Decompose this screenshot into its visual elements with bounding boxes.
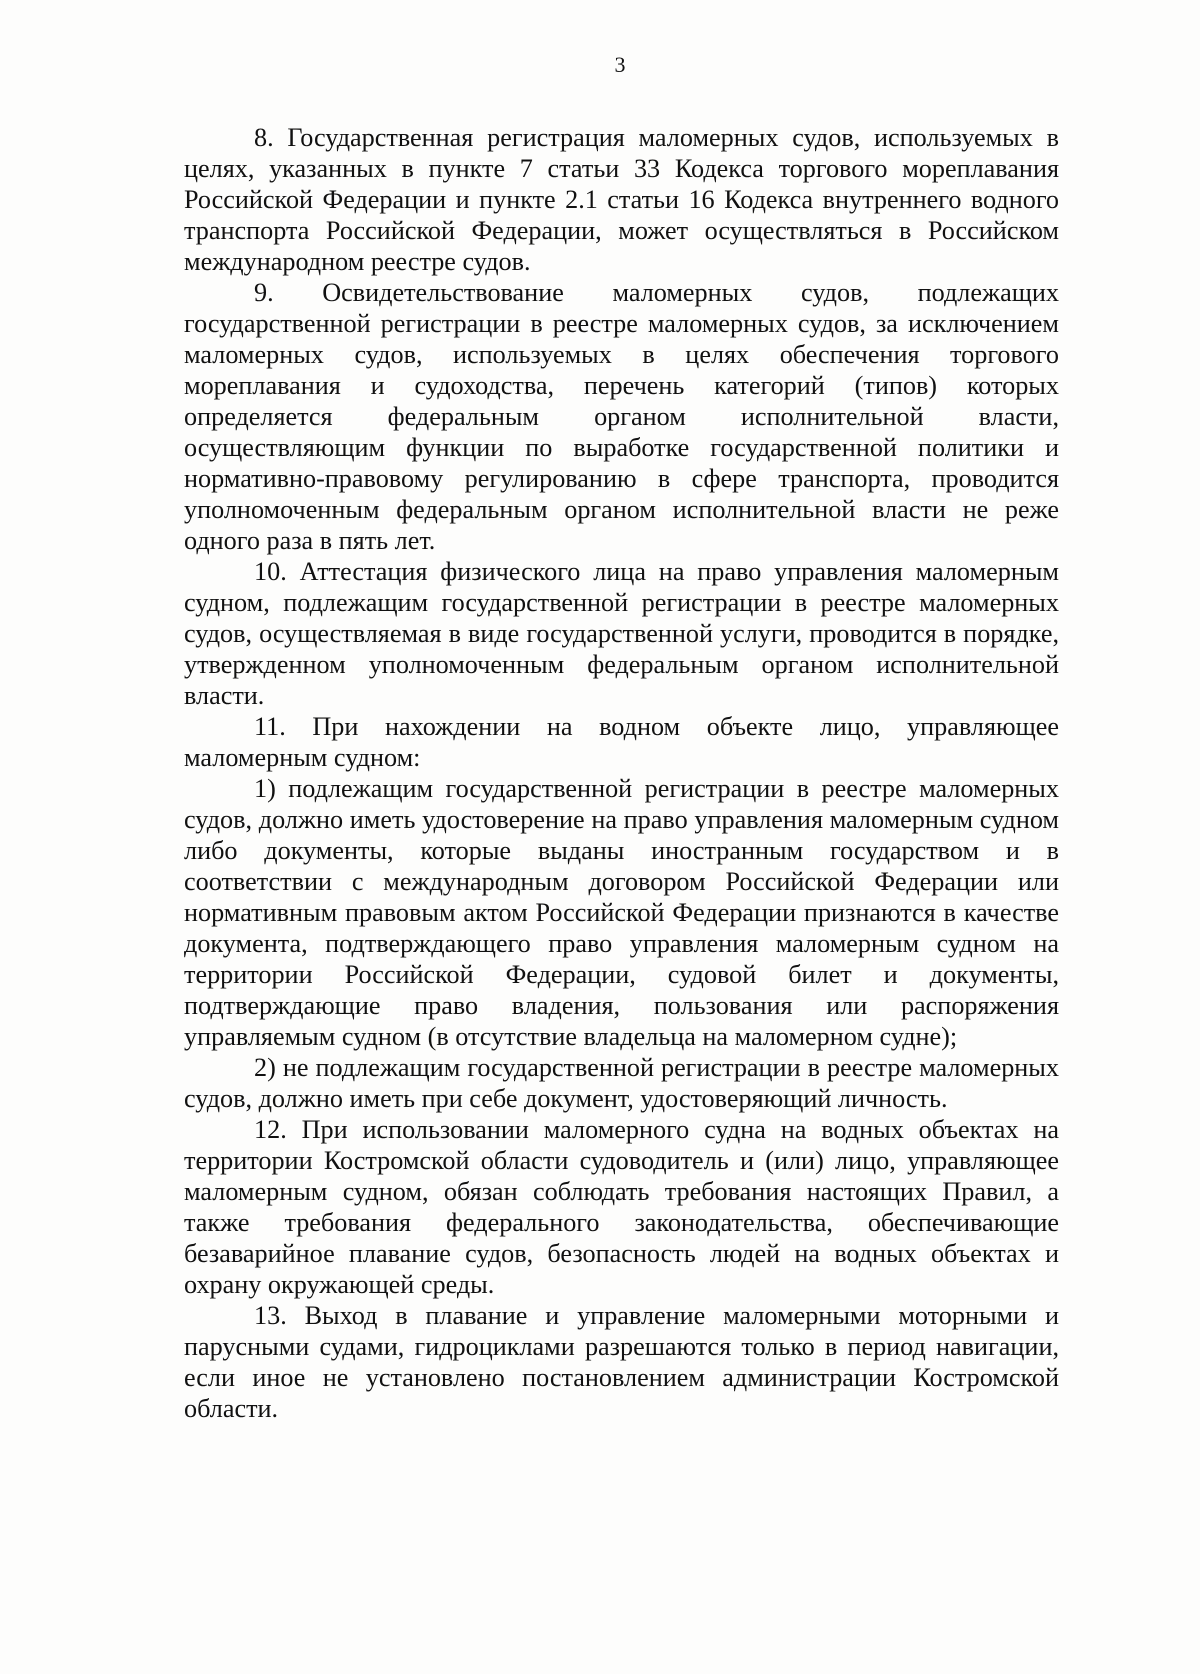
paragraph-8: 8. Государственная регистрация маломерных судов, используемых в целях, указанных в пункте 7 статьи 33 Кодекса торгового мореплавания Российской Федерации и пункте 2.1 статьи 16 Кодекса внутреннего водного транспорта Российской Федерации, может осуществляться в Российском международном реестре судов. — [184, 123, 1059, 276]
document-body — [184, 122, 1059, 1424]
paragraph-12: 12. При использовании маломерного судна на водных объектах на территории Костромской области судоводитель и (или) лицо, управляющее маломерным судном, обязан соблюдать требования настоящих Правил, а также требования федерального законодательства, обеспечивающие безаварийное плавание судов, безопасность людей на водных объектах и охрану окружающей среды. — [184, 1115, 1059, 1299]
paragraph-11: 11. При нахождении на водном объекте лицо, управляющее маломерным судном: — [184, 712, 1059, 772]
paragraph-11-item-1: 1) подлежащим государственной регистрации в реестре маломерных судов, должно иметь удостоверение на право управления маломерным судном либо документы, которые выданы иностранным государством и в соответствии с международным договором Российской Федерации или нормативным правовым актом Российской Федерации признаются в качестве документа, подтверждающего право управления маломерным судном на территории Российской Федерации, судовой билет и документы, подтверждающие право владения, пользования или распоряжения управляемым судном (в отсутствие владельца на маломерном судне); — [184, 774, 1059, 1051]
page-number: 3 — [614, 52, 626, 77]
paragraph-9: 9. Освидетельствование маломерных судов, подлежащих государственной регистрации в реестре маломерных судов, за исключением маломерных судов, используемых в целях обеспечения торгового мореплавания и судоходства, перечень категорий (типов) которых определяется федеральным органом исполнительной власти, осуществляющим функции по выработке государственной политики и нормативно-правовому регулированию в сфере транспорта, проводится уполномоченным федеральным органом исполнительной власти не реже одного раза в пять лет. — [184, 278, 1059, 555]
paragraph-10: 10. Аттестация физического лица на право управления маломерным судном, подлежащим государственной регистрации в реестре маломерных судов, осуществляемая в виде государственной услуги, проводится в порядке, утвержденном уполномоченным федеральным органом исполнительной власти. — [184, 557, 1059, 710]
paragraph-11-item-2: 2) не подлежащим государственной регистрации в реестре маломерных судов, должно иметь при себе документ, удостоверяющий личность. — [184, 1053, 1059, 1113]
paragraph-13: 13. Выход в плавание и управление маломерными моторными и парусными судами, гидроциклами разрешаются только в период навигации, если иное не установлено постановлением администрации Костромской области. — [184, 1301, 1059, 1423]
